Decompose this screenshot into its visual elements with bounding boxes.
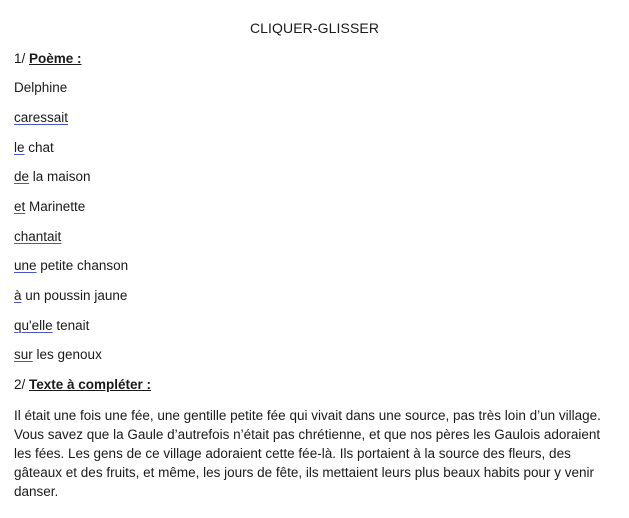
draggable-word[interactable]: de [14, 169, 30, 184]
draggable-word[interactable]: le [14, 140, 25, 155]
poem-line [14, 80, 67, 95]
poem-text: la maison [29, 169, 91, 184]
section-number: 2/ [14, 377, 30, 392]
section-texte-heading [14, 377, 151, 392]
paragraph-line: les fées. Les gens de ce village adoraient cette fée-là. Ils portaient à la source des fleurs, des [14, 446, 571, 461]
page-title: CLIQUER-GLISSER [249, 20, 380, 36]
section-poeme-heading [14, 51, 82, 66]
text-to-complete [14, 406, 618, 501]
poem-text: tenait [52, 318, 90, 333]
section-number: 1/ [14, 51, 30, 66]
draggable-word[interactable]: chantait [14, 229, 62, 244]
paragraph-line: danser. [14, 484, 59, 499]
poem-line [14, 110, 68, 125]
poem-line [14, 199, 85, 214]
poem-text: les genoux [32, 347, 102, 362]
poem-text: Marinette [25, 199, 86, 214]
paragraph-line: gâteaux et des fruits, et même, les jours de fête, ils mettaient leurs plus beaux habits pour y venir [14, 465, 595, 480]
poem-line [14, 169, 91, 184]
paragraph-line: Il était une fois une fée, une gentille petite fée qui vivait dans une source, pas très loin d’un village. [14, 408, 601, 423]
poem-text: chat [24, 140, 54, 155]
poem-text: petite chanson [36, 258, 129, 273]
poem-line [14, 347, 102, 362]
poem-text: un poussin jaune [21, 288, 128, 303]
poem-line [14, 288, 127, 303]
section-label: Poème : [29, 51, 82, 66]
section-label: Texte à compléter : [29, 377, 152, 392]
paragraph-line: Vous savez que la Gaule d’autrefois n’était pas chrétienne, et que nos pères les Gaulois adoraient [14, 427, 601, 442]
draggable-word[interactable]: et [14, 199, 26, 214]
draggable-word[interactable]: sur [14, 347, 33, 362]
poem-text: Delphine [14, 80, 68, 95]
poem-line [14, 229, 61, 244]
draggable-word[interactable]: une [14, 258, 37, 273]
poem-line [14, 318, 89, 333]
poem-line [14, 140, 54, 155]
draggable-word[interactable]: à [14, 288, 22, 303]
poem-line [14, 258, 128, 273]
draggable-word[interactable]: qu'elle [14, 318, 53, 333]
draggable-word[interactable]: caressait [14, 110, 69, 125]
